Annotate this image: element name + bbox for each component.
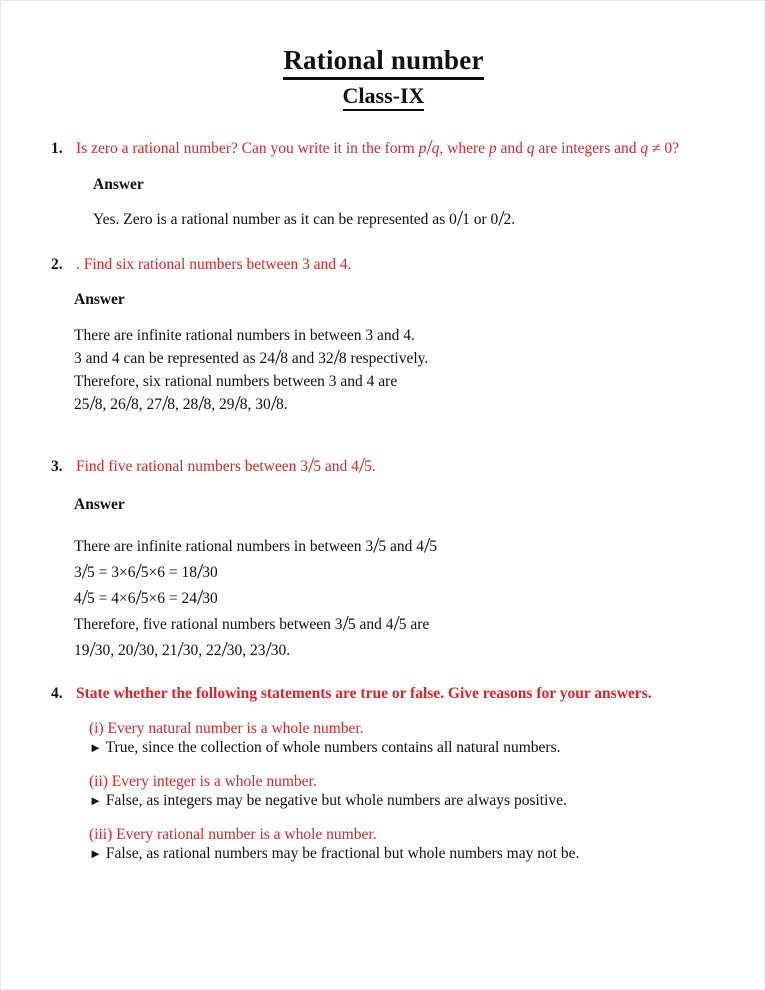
answer-arrow-icon: ► [89, 740, 103, 755]
question-2-answer-line: 25/8, 26/8, 27/8, 28/8, 29/8, 30/8. [74, 390, 288, 416]
question-1-answer-label: Answer [93, 176, 144, 193]
answer-arrow-icon: ► [89, 846, 103, 861]
document-title: Rational number [283, 45, 483, 80]
question-2-section [51, 254, 716, 416]
question-2-text: . Find six rational numbers between 3 and 4. [76, 256, 352, 273]
statement-text: (iii) Every rational number is a whole number. [89, 826, 377, 843]
question-1-section [51, 134, 716, 231]
question-3-answer-line: 4/5 = 4×6/5×6 = 24/30 [74, 584, 218, 610]
question-1-answer-line: Yes. Zero is a rational number as it can be represented as 0/1 or 0/2. [93, 205, 516, 231]
question-2-answer-line: Therefore, six rational numbers between 3 and 4 are [74, 373, 398, 390]
answer-arrow-icon: ► [89, 793, 103, 808]
question-3-answer-line: Therefore, five rational numbers between 3/5 and 4/5 are [74, 610, 430, 636]
statement-text: (ii) Every integer is a whole number. [89, 773, 317, 790]
statement-item-ii [89, 772, 716, 810]
question-3-number: 3. [51, 458, 63, 475]
question-2-number: 2. [51, 256, 63, 273]
question-1-text: Is zero a rational number? Can you write it in the form p/q, where p and q are integers and q ≠ 0? [76, 134, 680, 160]
statement-answer: ► False, as rational numbers may be fractional but whole numbers may not be. [89, 845, 580, 862]
question-3-answer-label: Answer [74, 496, 125, 513]
statement-item-iii [89, 825, 716, 863]
question-3-answer-line: 19/30, 20/30, 21/30, 22/30, 23/30. [74, 636, 291, 662]
question-2-answer-line: There are infinite rational numbers in between 3 and 4. [74, 327, 415, 344]
question-3-answer-line: There are infinite rational numbers in between 3/5 and 4/5 [74, 532, 438, 558]
document-subtitle: Class-IX [343, 83, 425, 111]
statement-answer: ► False, as integers may be negative but whole numbers are always positive. [89, 792, 567, 809]
statement-answer: ► True, since the collection of whole numbers contains all natural numbers. [89, 739, 561, 756]
question-3-section [51, 452, 716, 664]
question-3-answer-line: 3/5 = 3×6/5×6 = 18/30 [74, 558, 218, 584]
document-page [1, 1, 764, 863]
question-1-number: 1. [51, 140, 63, 157]
statement-text: (i) Every natural number is a whole number. [89, 720, 364, 737]
question-4-section [51, 683, 716, 863]
question-4-text: State whether the following statements are true or false. Give reasons for your answers. [76, 685, 652, 702]
question-2-answer-line: 3 and 4 can be represented as 24/8 and 32/8 respectively. [74, 344, 429, 370]
question-2-answer-label: Answer [74, 291, 125, 308]
statement-item-i [89, 719, 716, 757]
question-4-number: 4. [51, 685, 63, 702]
question-3-text: Find five rational numbers between 3/5 and 4/5. [76, 452, 376, 478]
